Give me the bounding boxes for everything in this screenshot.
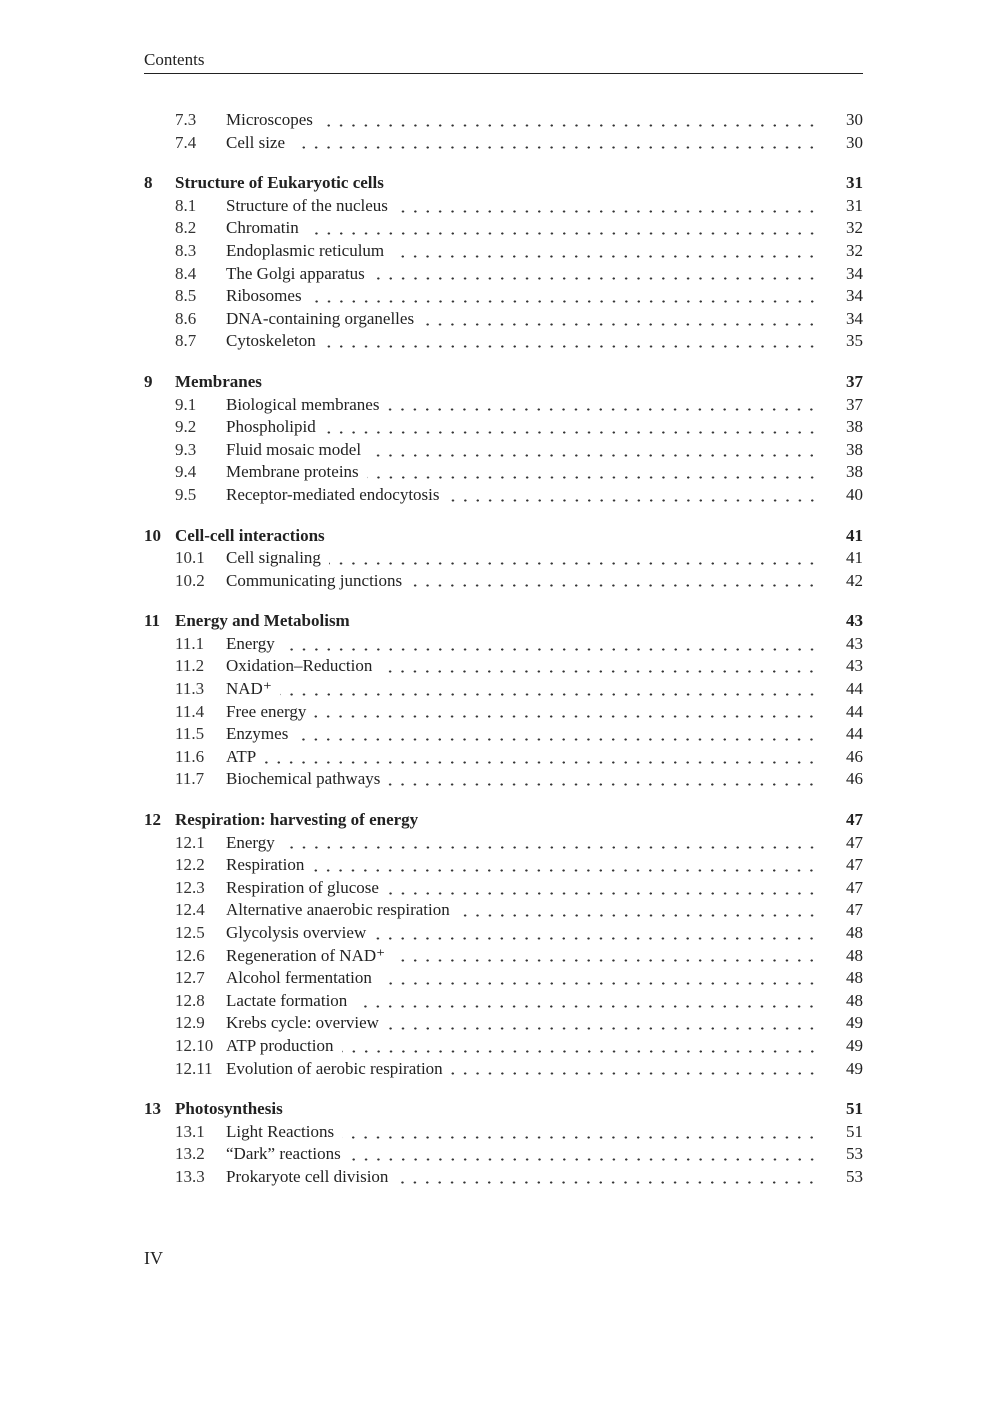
entry-page: 46 (846, 769, 863, 789)
toc-section-entry[interactable] (144, 330, 863, 353)
dot-leader (342, 1136, 818, 1139)
entry-title: DNA-containing organelles (226, 308, 415, 328)
toc-section-entry[interactable] (144, 263, 863, 286)
entry-number: 11.6 (175, 746, 205, 766)
entry-title: Structure of the nucleus (226, 195, 388, 215)
entry-page: 30 (846, 110, 863, 129)
entry-number: 7.4 (175, 132, 197, 152)
entry-title: Krebs cycle: overview (226, 1013, 379, 1033)
dot-leader (451, 1072, 818, 1075)
dot-leader (393, 959, 818, 962)
entry-number: 9.5 (175, 484, 197, 504)
dot-leader (374, 937, 818, 940)
dot-leader (448, 499, 818, 502)
toc-section-entry[interactable] (144, 633, 863, 656)
dot-leader (324, 345, 818, 348)
toc-section-entry[interactable] (144, 967, 863, 990)
entry-page: 49 (846, 1035, 863, 1055)
entry-page: 46 (846, 746, 863, 766)
entry-title: Energy (226, 633, 275, 653)
entry-title: “Dark” reactions (226, 1144, 341, 1164)
entry-title: Biochemical pathways (226, 769, 381, 789)
entry-page: 43 (846, 611, 863, 631)
dot-leader (396, 210, 818, 213)
entry-title: Alternative anaerobic respiration (226, 900, 450, 920)
toc-chapter-entry[interactable] (144, 1098, 863, 1121)
dot-leader (388, 783, 818, 786)
entry-number: 8.2 (175, 218, 197, 238)
entry-title: Enzymes (226, 724, 289, 744)
entry-number: 12 (144, 810, 161, 830)
entry-number: 12.2 (175, 855, 205, 875)
entry-page: 47 (846, 855, 863, 875)
entry-number: 7.3 (175, 110, 197, 129)
entry-page: 48 (846, 945, 863, 965)
dot-leader (355, 1005, 818, 1008)
entry-page: 37 (846, 371, 863, 391)
entry-number: 12.11 (175, 1058, 213, 1078)
dot-leader (380, 982, 818, 985)
toc-section-entry[interactable] (144, 854, 863, 877)
entry-page: 37 (846, 394, 863, 414)
entry-title: Membrane proteins (226, 462, 359, 482)
entry-title: Cytoskeleton (226, 331, 316, 351)
entry-number: 9.4 (175, 462, 197, 482)
dot-leader (410, 584, 818, 587)
toc-chapter-entry[interactable] (144, 172, 863, 195)
entry-page: 42 (846, 570, 863, 590)
entry-title: The Golgi apparatus (226, 263, 365, 283)
entry-page: 47 (846, 832, 863, 852)
entry-title: ATP production (226, 1035, 334, 1055)
toc-section-entry[interactable] (144, 768, 863, 791)
entry-page: 44 (846, 701, 863, 721)
dot-leader (349, 1158, 818, 1161)
entry-number: 8.6 (175, 308, 197, 328)
entry-page: 49 (846, 1058, 863, 1078)
dot-leader (307, 232, 818, 235)
entry-number: 12.6 (175, 945, 205, 965)
entry-number: 11.1 (175, 633, 205, 653)
entry-title: Light Reactions (226, 1121, 335, 1141)
header-rule (144, 73, 863, 74)
dot-leader (312, 869, 818, 872)
dot-leader (380, 670, 818, 673)
entry-page: 35 (846, 331, 863, 351)
entry-number: 13.1 (175, 1121, 205, 1141)
dot-leader (283, 648, 818, 651)
toc-section-entry[interactable] (144, 195, 863, 218)
entry-page: 43 (846, 656, 863, 676)
entry-page: 44 (846, 724, 863, 744)
entry-title: Cell-cell interactions (175, 525, 325, 545)
dot-leader (329, 562, 818, 565)
entry-title: NAD⁺ (226, 679, 272, 699)
entry-number: 12.10 (175, 1035, 214, 1055)
entry-title: Glycolysis overview (226, 923, 367, 942)
entry-page: 51 (846, 1099, 863, 1119)
entry-number: 9.3 (175, 439, 197, 459)
entry-page: 34 (846, 263, 863, 283)
entry-number: 11.5 (175, 724, 205, 744)
entry-number: 12.3 (175, 877, 205, 897)
entry-title: Energy (226, 832, 275, 852)
entry-page: 47 (846, 877, 863, 897)
toc-section-entry[interactable] (144, 701, 863, 724)
entry-number: 10.1 (175, 548, 205, 568)
entry-title: Biological membranes (226, 394, 380, 414)
entry-number: 8.7 (175, 331, 197, 351)
entry-title: Membranes (175, 371, 262, 391)
entry-page: 51 (846, 1121, 863, 1141)
toc-section-entry[interactable] (144, 945, 863, 968)
toc-section-entry[interactable] (144, 1143, 863, 1166)
entry-number: 9 (144, 371, 153, 391)
dot-leader (422, 323, 818, 326)
entry-title: Microscopes (226, 110, 313, 129)
entry-title: Communicating junctions (226, 570, 403, 590)
entry-title: Free energy (226, 701, 307, 721)
entry-page: 48 (846, 968, 863, 988)
dot-leader (283, 846, 818, 849)
entry-title: Alcohol fermentation (226, 968, 372, 988)
entry-page: 32 (846, 240, 863, 260)
toc-section-entry[interactable] (144, 1012, 863, 1035)
entry-page: 31 (846, 173, 863, 193)
dot-leader (387, 892, 818, 895)
entry-page: 31 (846, 195, 863, 215)
entry-title: Cell size (226, 132, 286, 152)
dot-leader (293, 146, 818, 149)
entry-title: Cell signaling (226, 548, 321, 568)
toc-section-entry[interactable] (144, 899, 863, 922)
toc-section-entry[interactable] (144, 678, 863, 701)
entry-page: 53 (846, 1166, 863, 1186)
entry-number: 12.8 (175, 990, 205, 1010)
entry-title: Phospholipid (226, 417, 316, 437)
toc-chapter-entry[interactable] (144, 610, 863, 633)
toc-section-entry[interactable] (144, 461, 863, 484)
dot-leader (396, 1181, 818, 1184)
entry-number: 13 (144, 1099, 161, 1119)
entry-number: 12.5 (175, 923, 205, 942)
entry-title: Ribosomes (226, 286, 302, 306)
entry-title: Receptor-mediated endocytosis (226, 484, 440, 504)
entry-number: 9.1 (175, 394, 197, 414)
toc-section-entry[interactable] (144, 1058, 863, 1081)
entry-number: 11.2 (175, 656, 205, 676)
toc-section-entry[interactable] (144, 308, 863, 331)
toc-section-entry[interactable] (144, 655, 863, 678)
dot-leader (310, 300, 818, 303)
toc-section-entry[interactable] (144, 547, 863, 570)
toc-section-entry[interactable] (144, 877, 863, 900)
entry-title: Evolution of aerobic respiration (226, 1058, 443, 1078)
dot-leader (373, 277, 818, 280)
entry-title: Chromatin (226, 218, 299, 238)
toc-section-entry[interactable] (144, 1035, 863, 1058)
dot-leader (387, 1027, 818, 1030)
entry-title: Fluid mosaic model (226, 439, 362, 459)
toc-chapter-entry[interactable] (144, 809, 863, 832)
entry-page: 41 (846, 548, 863, 568)
entry-title: Endoplasmic reticulum (226, 240, 385, 260)
dot-leader (321, 124, 818, 127)
toc-section-entry[interactable] (144, 570, 863, 593)
toc-section-entry[interactable] (144, 439, 863, 462)
entry-number: 12.7 (175, 968, 205, 988)
entry-number: 11.4 (175, 701, 205, 721)
page-number: IV (144, 1248, 163, 1268)
entry-page: 48 (846, 923, 863, 942)
entry-number: 11 (144, 611, 161, 631)
entry-number: 8.5 (175, 286, 197, 306)
table-of-contents (144, 109, 863, 1189)
entry-page: 34 (846, 308, 863, 328)
entry-title: Lactate formation (226, 990, 348, 1010)
entry-number: 13.2 (175, 1144, 205, 1164)
entry-title: Structure of Eukaryotic cells (175, 173, 384, 193)
entry-title: Prokaryote cell division (226, 1166, 389, 1186)
entry-page: 44 (846, 679, 863, 699)
entry-number: 10 (144, 525, 161, 545)
entry-number: 9.2 (175, 417, 197, 437)
toc-section-entry[interactable] (144, 132, 863, 155)
entry-title: Photosynthesis (175, 1099, 283, 1119)
toc-section-entry[interactable] (144, 922, 863, 945)
dot-leader (324, 431, 818, 434)
dot-leader (369, 454, 818, 457)
dot-leader (264, 761, 818, 764)
entry-title: Regeneration of NAD⁺ (226, 945, 386, 965)
toc-section-entry[interactable] (144, 217, 863, 240)
dot-leader (342, 1050, 818, 1053)
entry-number: 8 (144, 173, 153, 193)
running-header: Contents (144, 50, 205, 69)
toc-section-entry[interactable] (144, 416, 863, 439)
toc-section-entry[interactable] (144, 1121, 863, 1144)
entry-page: 41 (846, 525, 863, 545)
dot-leader (458, 914, 818, 917)
dot-leader (314, 715, 818, 718)
entry-title: ATP (226, 746, 257, 766)
entry-number: 8.3 (175, 240, 197, 260)
entry-page: 40 (846, 484, 863, 504)
toc-chapter-entry[interactable] (144, 371, 863, 394)
entry-page: 47 (846, 900, 863, 920)
toc-section-entry[interactable] (144, 746, 863, 769)
toc-section-entry[interactable] (144, 109, 863, 132)
dot-leader (280, 693, 818, 696)
toc-section-entry[interactable] (144, 990, 863, 1013)
entry-page: 53 (846, 1144, 863, 1164)
dot-leader (296, 738, 818, 741)
entry-page: 38 (846, 462, 863, 482)
toc-chapter-entry[interactable] (144, 525, 863, 548)
toc-section-entry[interactable] (144, 240, 863, 263)
dot-leader (367, 476, 818, 479)
entry-page: 32 (846, 218, 863, 238)
dot-leader (387, 408, 818, 411)
entry-title: Respiration of glucose (226, 877, 379, 897)
entry-page: 38 (846, 417, 863, 437)
entry-title: Respiration: harvesting of energy (175, 810, 419, 830)
dot-leader (392, 255, 818, 258)
toc-section-entry[interactable] (144, 723, 863, 746)
toc-section-entry[interactable] (144, 832, 863, 855)
toc-section-entry[interactable] (144, 1166, 863, 1189)
entry-number: 12.1 (175, 832, 205, 852)
entry-page: 30 (846, 132, 863, 152)
entry-number: 12.4 (175, 900, 205, 920)
entry-page: 38 (846, 439, 863, 459)
toc-section-entry[interactable] (144, 285, 863, 308)
entry-number: 8.1 (175, 195, 197, 215)
entry-page: 34 (846, 286, 863, 306)
entry-number: 8.4 (175, 263, 197, 283)
entry-page: 49 (846, 1013, 863, 1033)
entry-number: 12.9 (175, 1013, 205, 1033)
entry-number: 13.3 (175, 1166, 205, 1186)
toc-section-entry[interactable] (144, 394, 863, 417)
toc-section-entry[interactable] (144, 484, 863, 507)
entry-title: Oxidation–Reduction (226, 656, 373, 676)
entry-page: 43 (846, 633, 863, 653)
entry-title: Respiration (226, 855, 305, 875)
entry-title: Energy and Metabolism (175, 611, 350, 631)
entry-number: 10.2 (175, 570, 205, 590)
entry-number: 11.7 (175, 769, 205, 789)
entry-page: 47 (846, 810, 863, 830)
entry-number: 11.3 (175, 679, 205, 699)
entry-page: 48 (846, 990, 863, 1010)
